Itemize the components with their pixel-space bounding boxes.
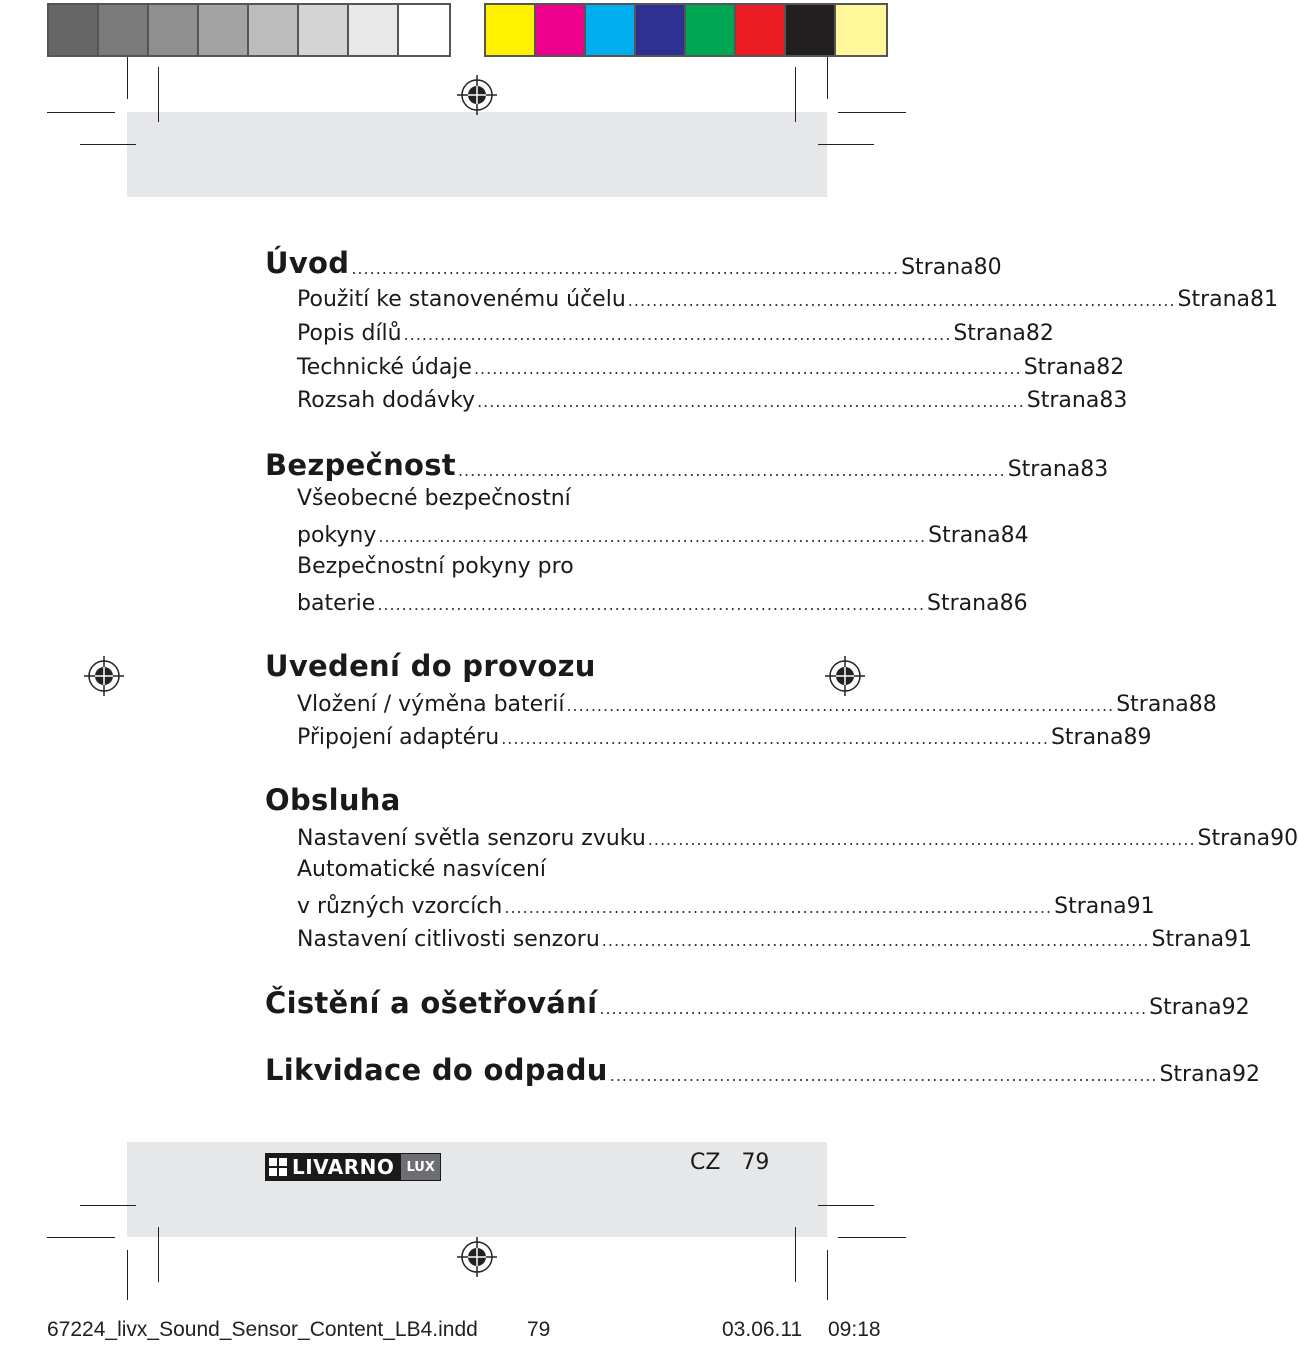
page-number: 89 — [1123, 725, 1152, 750]
strana-label: Strana — [901, 255, 974, 280]
crop-mark — [838, 1237, 906, 1238]
leader-dots: .......................................................................................... — [647, 830, 1196, 849]
color-swatch — [836, 5, 886, 55]
brand-suffix: LUX — [406, 1159, 435, 1175]
toc-item-label: Nastavení citlivosti senzoru — [297, 927, 600, 952]
toc-item-row — [265, 922, 1253, 952]
strana-label: Strana — [1151, 927, 1225, 952]
gray-swatch — [149, 5, 199, 55]
toc-item-row — [265, 383, 1128, 413]
page-number: 84 — [1000, 523, 1029, 548]
file-time: 09:18 — [828, 1318, 881, 1341]
page-footer — [690, 1150, 769, 1175]
page-number: 91 — [1126, 894, 1155, 919]
crop-mark — [47, 1237, 115, 1238]
page-number: 88 — [1188, 692, 1217, 717]
leader-dots: .......................................................................................... — [501, 729, 1049, 748]
toc-item-label: pokyny — [297, 523, 377, 548]
strana-label: Strana — [1054, 894, 1127, 919]
crop-mark — [47, 112, 115, 113]
crop-mark — [795, 67, 796, 122]
toc-item-label: Vložení / výměna baterií — [297, 692, 565, 717]
toc-item-label: v různých vzorcích — [297, 894, 503, 919]
toc-item-label-line1: Automatické nasvícení — [297, 857, 547, 882]
toc-heading: Úvod — [265, 246, 350, 280]
toc-heading: Obsluha — [265, 783, 401, 817]
leader-dots: .......................................................................................... — [378, 527, 927, 546]
leader-dots: .......................................................................................... — [377, 595, 926, 614]
strana-label: Strana — [1197, 826, 1271, 851]
registration-mark-icon — [457, 1237, 497, 1277]
toc-item-row — [265, 282, 1279, 312]
strana-label: Strana — [927, 591, 1000, 616]
toc-heading-row — [265, 986, 1250, 1020]
page-number: 83 — [1080, 457, 1109, 482]
leader-dots: .......................................................................................... — [504, 898, 1053, 917]
registration-mark-icon — [825, 656, 865, 696]
page-number: 86 — [999, 591, 1028, 616]
language-code: CZ — [690, 1150, 721, 1175]
page-number: 83 — [1099, 388, 1128, 413]
leader-dots: .......................................................................................... — [351, 259, 900, 278]
crop-mark — [158, 1227, 159, 1282]
toc-item-row — [265, 350, 1125, 380]
toc-item-row — [265, 720, 1152, 750]
crop-mark — [827, 1250, 828, 1300]
strana-label: Strana — [1026, 388, 1100, 413]
strana-label: Strana — [928, 523, 1001, 548]
strana-label: Strana — [1007, 457, 1081, 482]
crop-mark — [127, 1250, 128, 1300]
toc-item-row — [265, 687, 1217, 717]
page-number: 92 — [1232, 1062, 1261, 1087]
toc-heading-row — [265, 246, 1002, 280]
crop-mark — [827, 57, 828, 99]
toc-item-label: Použití ke stanovenému účelu — [297, 287, 626, 312]
crop-mark — [818, 1205, 874, 1206]
page-number: 91 — [1224, 927, 1253, 952]
page-number: 82 — [1096, 355, 1125, 380]
toc-heading: Uvedení do provozu — [265, 649, 596, 683]
file-page: 79 — [527, 1318, 551, 1341]
color-swatch — [786, 5, 836, 55]
toc-heading: Likvidace do odpadu — [265, 1053, 608, 1087]
toc-heading-row — [265, 783, 742, 817]
table-of-contents — [265, 0, 1298, 1100]
brand-name: LIVARNO — [292, 1155, 395, 1179]
gray-swatch — [199, 5, 249, 55]
file-name: 67224_livx_Sound_Sensor_Content_LB4.indd — [47, 1318, 478, 1341]
crop-mark — [838, 112, 906, 113]
file-date: 03.06.11 — [722, 1318, 803, 1341]
crop-mark — [795, 1227, 796, 1282]
toc-item-row — [265, 586, 1028, 616]
page-number-footer: 79 — [741, 1150, 770, 1175]
toc-heading-row — [265, 1053, 1261, 1087]
toc-heading: Bezpečnost — [265, 448, 456, 482]
toc-item-label-line1: Všeobecné bezpečnostní — [297, 486, 571, 511]
page-number: 92 — [1221, 995, 1250, 1020]
toc-item-label: Popis dílů — [297, 321, 402, 346]
leader-dots: .......................................................................................... — [457, 461, 1006, 480]
crop-mark — [158, 67, 159, 122]
crop-mark — [80, 1205, 136, 1206]
leader-dots: .......................................................................................... — [473, 359, 1022, 378]
toc-item-row — [265, 821, 1298, 851]
page-number: 81 — [1250, 287, 1279, 312]
brand-logo — [265, 1153, 441, 1181]
gray-swatch — [99, 5, 149, 55]
toc-item-label: Nastavení světla senzoru zvuku — [297, 826, 646, 851]
leader-dots: .......................................................................................... — [609, 1066, 1158, 1085]
strana-label: Strana — [1116, 692, 1189, 717]
toc-item-row — [265, 316, 1054, 346]
toc-item-row — [265, 889, 1155, 919]
page-number: 82 — [1025, 321, 1054, 346]
toc-item-label: Rozsah dodávky — [297, 388, 476, 413]
leader-dots: .......................................................................................... — [477, 392, 1025, 411]
leader-dots: .......................................................................................... — [403, 325, 952, 344]
color-swatch — [736, 5, 786, 55]
strana-label: Strana — [1177, 287, 1251, 312]
toc-heading: Čistění a ošetřování — [265, 986, 598, 1020]
strana-label: Strana — [1023, 355, 1097, 380]
toc-item-label: Připojení adaptéru — [297, 725, 500, 750]
strana-label: Strana — [1050, 725, 1124, 750]
toc-heading-row — [265, 649, 742, 683]
registration-mark-icon — [84, 656, 124, 696]
toc-item-label: baterie — [297, 591, 376, 616]
toc-item-label: Technické údaje — [297, 355, 472, 380]
crop-mark — [818, 144, 874, 145]
leader-dots: .......................................................................................... — [599, 999, 1148, 1018]
toc-heading-row — [265, 448, 1109, 482]
page-number: 80 — [973, 255, 1002, 280]
toc-item-row — [265, 518, 1029, 548]
crop-mark — [127, 57, 128, 99]
strana-label: Strana — [1149, 995, 1222, 1020]
leader-dots: .......................................................................................... — [627, 291, 1176, 310]
toc-item-label-line1: Bezpečnostní pokyny pro — [297, 554, 574, 579]
leader-dots: .......................................................................................... — [601, 931, 1150, 950]
page-number: 90 — [1270, 826, 1298, 851]
gray-swatch — [49, 5, 99, 55]
strana-label: Strana — [953, 321, 1026, 346]
leader-dots: .......................................................................................... — [566, 696, 1115, 715]
crop-mark — [80, 144, 136, 145]
strana-label: Strana — [1159, 1062, 1233, 1087]
brand-squares-icon — [269, 1158, 287, 1176]
